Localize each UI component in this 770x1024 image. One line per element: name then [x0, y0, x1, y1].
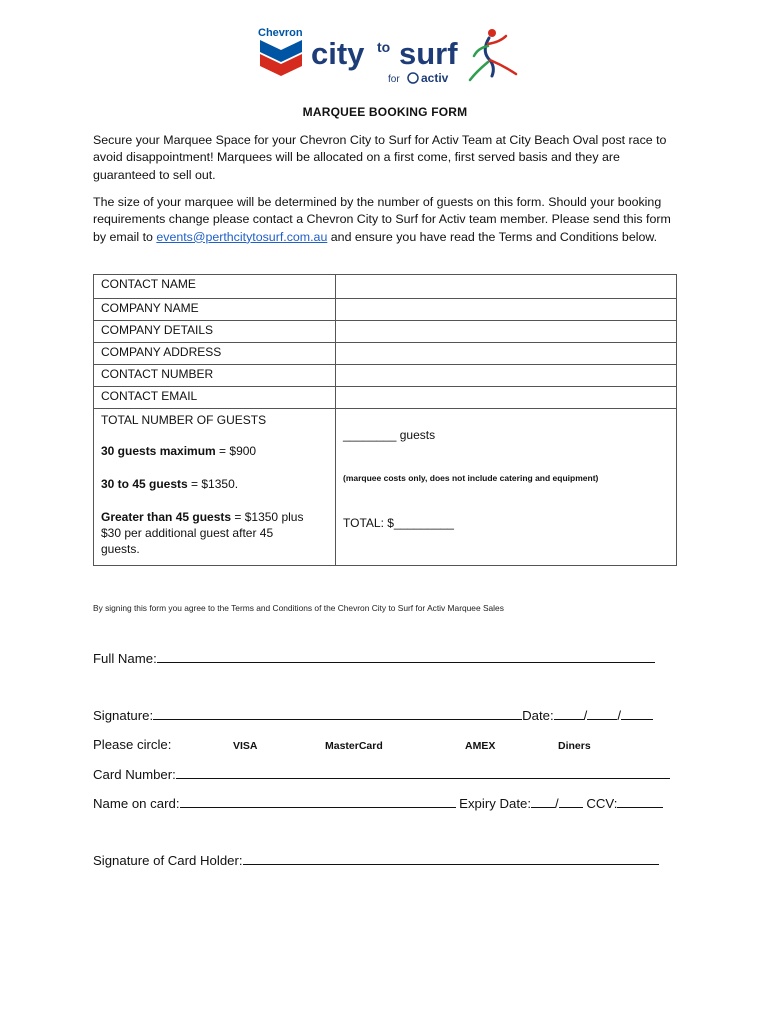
- city-wordmark: city: [311, 36, 365, 71]
- form-row-guests: [94, 409, 677, 566]
- contact-email-field[interactable]: [336, 387, 677, 409]
- card-number-row: [93, 766, 670, 782]
- guests-count-field[interactable]: ________ guests: [343, 428, 436, 442]
- full-name-row: [93, 650, 655, 666]
- company-details-label: COMPANY DETAILS: [94, 321, 336, 343]
- company-name-label: COMPANY NAME: [94, 299, 336, 321]
- full-name-label: Full Name:: [93, 651, 157, 666]
- company-name-field[interactable]: [336, 299, 677, 321]
- company-address-field[interactable]: [336, 343, 677, 365]
- company-details-field[interactable]: [336, 321, 677, 343]
- signature-label: Signature:: [93, 708, 154, 723]
- contact-name-label: CONTACT NAME: [94, 275, 336, 299]
- to-wordmark: to: [377, 39, 391, 55]
- company-address-label: COMPANY ADDRESS: [94, 343, 336, 365]
- intro-paragraph-1: Secure your Marquee Space for your Chevron City to Surf for Activ Team at City Beach Oval post race to avoid disappointment! Marquees will be allocated on a first come, first served basis and they are guaranteed to sell out.: [93, 133, 667, 182]
- tier-2-price: = $1350.: [187, 477, 239, 491]
- tier-1-name: 30 guests maximum: [101, 444, 216, 458]
- name-on-card-row: Name on card: Expiry Date: / CCV:: [93, 795, 663, 811]
- card-option-diners[interactable]: Diners: [558, 740, 591, 752]
- tier-3-pricing-line-2: $30 per additional guest after 45: [101, 526, 274, 540]
- for-wordmark: for: [388, 74, 400, 85]
- tier-1-price: = $900: [215, 444, 257, 458]
- card-option-visa[interactable]: VISA: [233, 740, 258, 752]
- tier-3-pricing-line-3: guests.: [101, 542, 140, 556]
- intro-paragraph-2-text: The size of your marquee will be determined by the number of guests on this form. Should your booking requirements change please contact a Chevron City to Surf for Activ team member. Please send this form by email to: [93, 195, 671, 244]
- expiry-year-line[interactable]: [559, 795, 583, 808]
- date-month-line[interactable]: [587, 707, 617, 720]
- form-row-company-address: [94, 343, 677, 365]
- signature-input-line[interactable]: [153, 707, 522, 720]
- card-option-amex[interactable]: AMEX: [465, 740, 496, 752]
- guests-label: TOTAL NUMBER OF GUESTS: [101, 413, 267, 427]
- tier-2-pricing: [101, 476, 238, 492]
- contact-number-label: CONTACT NUMBER: [94, 365, 336, 387]
- tier-1-pricing: [101, 443, 256, 459]
- form-row-contact-number: [94, 365, 677, 387]
- intro-paragraph-2: [93, 194, 683, 246]
- name-on-card-input-line[interactable]: [180, 795, 456, 808]
- chevron-city-to-surf-logo: [256, 24, 526, 86]
- activ-badge-icon: [408, 73, 418, 83]
- date-label: Date:: [522, 708, 554, 723]
- full-name-input-line[interactable]: [157, 650, 655, 663]
- agreement-note: By signing this form you agree to the Terms and Conditions of the Chevron City to Surf for Activ Marquee Sales: [93, 603, 504, 613]
- contact-email-label: CONTACT EMAIL: [94, 387, 336, 409]
- please-circle-label: Please circle:: [93, 737, 172, 752]
- page-title: MARQUEE BOOKING FORM: [302, 105, 468, 119]
- marquee-cost-note: (marquee costs only, does not include catering and equipment): [343, 473, 599, 483]
- chevron-wordmark: Chevron: [258, 27, 303, 39]
- expiry-month-line[interactable]: [531, 795, 555, 808]
- form-row-contact-name: [94, 275, 677, 299]
- total-field[interactable]: TOTAL: $_________: [343, 516, 454, 530]
- expiry-date-label: Expiry Date:: [459, 796, 531, 811]
- booking-form-table: [93, 274, 677, 566]
- card-number-input-line[interactable]: [176, 766, 670, 779]
- form-row-contact-email: [94, 387, 677, 409]
- tier-3-price: = $1350 plus: [231, 510, 304, 524]
- tier-3-pricing: [101, 509, 303, 525]
- tier-3-name: Greater than 45 guests: [101, 510, 232, 524]
- tier-2-name: 30 to 45 guests: [101, 477, 188, 491]
- email-link[interactable]: events@perthcitytosurf.com.au: [156, 229, 328, 244]
- contact-name-field[interactable]: [336, 275, 677, 299]
- name-on-card-label: Name on card:: [93, 796, 180, 811]
- contact-number-field[interactable]: [336, 365, 677, 387]
- guests-pricing-cell: [94, 409, 336, 566]
- guests-entry-cell: [336, 409, 677, 566]
- ccv-input-line[interactable]: [617, 795, 663, 808]
- card-holder-signature-row: [93, 852, 659, 868]
- intro-paragraph-2-text-end: and ensure you have read the Terms and Conditions below.: [327, 229, 658, 244]
- runner-icon: [470, 29, 516, 80]
- signature-row: Signature: Date: / /: [93, 707, 653, 723]
- form-row-company-name: [94, 299, 677, 321]
- activ-wordmark: activ: [421, 71, 449, 85]
- card-option-mastercard[interactable]: MasterCard: [325, 740, 383, 752]
- card-holder-signature-input-line[interactable]: [243, 852, 659, 865]
- form-row-company-details: [94, 321, 677, 343]
- ccv-label: CCV:: [586, 796, 618, 811]
- card-holder-signature-label: Signature of Card Holder:: [93, 853, 243, 868]
- date-year-line[interactable]: [621, 707, 653, 720]
- date-day-line[interactable]: [554, 707, 584, 720]
- card-number-label: Card Number:: [93, 767, 176, 782]
- surf-wordmark: surf: [399, 36, 458, 71]
